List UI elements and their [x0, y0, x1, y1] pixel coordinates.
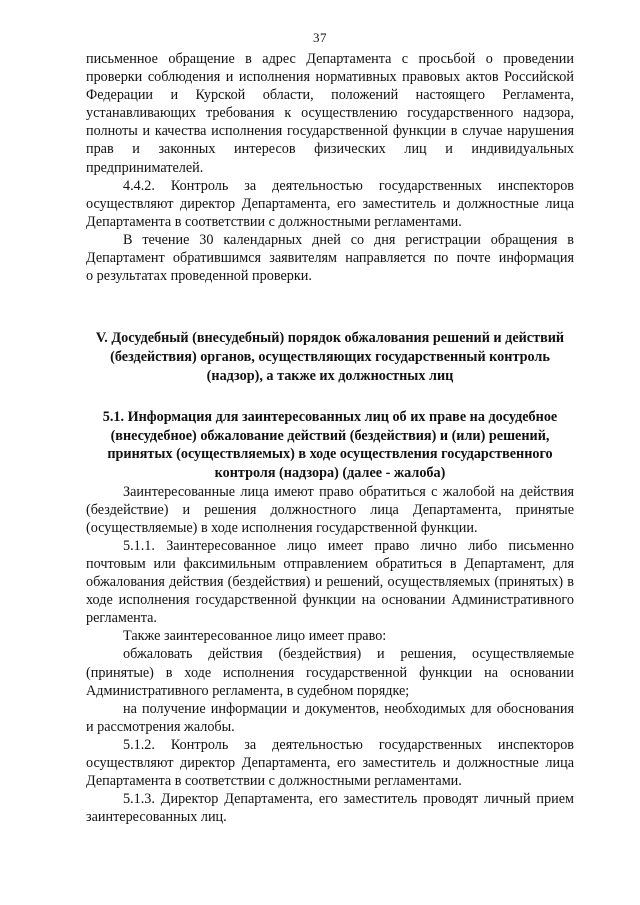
- paragraph: 5.1.1. Заинтересованное лицо имеет право лично либо письменно почтовым или факсимильным отправлением обратиться в Департамент, для обжалования действия (бездействия) и решений, осуществляемых (принятых) в ходе исполнения государственной функции на основании Административного регламента.: [86, 537, 574, 627]
- paragraph: на получение информации и документов, необходимых для обоснования: [123, 700, 574, 717]
- paragraph: Также заинтересованное лицо имеет право:: [123, 628, 387, 645]
- subsection-heading: 5.1. Информация для заинтересованных лиц об их праве на досудебное (внесудебное) обжалование действий (бездействия) и (или) решений, принятых (осуществляемых) в ходе осуществления государственного контроля (надзора) (далее - жалоба): [102, 409, 558, 481]
- paragraph: 5.1.2. Контроль за деятельностью государственных инспекторов осуществляют директор Департамента, его заместитель и должностные лица Департамента в соответствии с должностными регламентами.: [86, 736, 574, 790]
- section-heading: V. Досудебный (внесудебный) порядок обжалования решений и действий (бездействия) органов, осуществляющих государственный контроль (надзор), а также их должностных лиц: [95, 330, 565, 385]
- paragraph: 4.4.2. Контроль за деятельностью государственных инспекторов осуществляют директор Департамента, его заместитель и должностные лица Департамента в соответствии с должностными регламентами.: [86, 177, 574, 230]
- paragraph: обжаловать действия (бездействия) и решения, осуществляемые (принятые) в ходе исполнения государственной функции на основании Административного регламента, в судебном порядке;: [86, 646, 574, 699]
- paragraph: о результатах проведенной проверки.: [86, 268, 312, 285]
- paragraph: Заинтересованные лица имеют право обратиться с жалобой на действия (бездействие) и решения должностного лица Департамента, принятые (осуществляемые) в ходе исполнения государственной функции.: [86, 483, 574, 536]
- paragraph: и рассмотрения жалобы.: [86, 718, 235, 735]
- spacer: [86, 285, 574, 329]
- paragraph: 5.1.3. Директор Департамента, его заместитель проводят личный прием заинтересованных лиц.: [86, 791, 574, 826]
- paragraph: письменное обращение в адрес Департамента с просьбой о проведении проверки соблюдения и исполнения нормативных правовых актов Российской Федерации и Курской области, положений настоящего Регламента, устанавливающих требования к осуществлению государственного надзора, полноты и качества исполнения государственной функции в случае нарушения прав и законных интересов физических лиц и индивидуальных предпринимателей.: [86, 51, 574, 176]
- page-body: [86, 50, 574, 826]
- paragraph: В течение 30 календарных дней со дня регистрации обращения в Департамент обратившимся заявителям направляется по почте информация: [86, 231, 574, 267]
- page-number: 37: [313, 30, 327, 45]
- spacer: [86, 386, 574, 408]
